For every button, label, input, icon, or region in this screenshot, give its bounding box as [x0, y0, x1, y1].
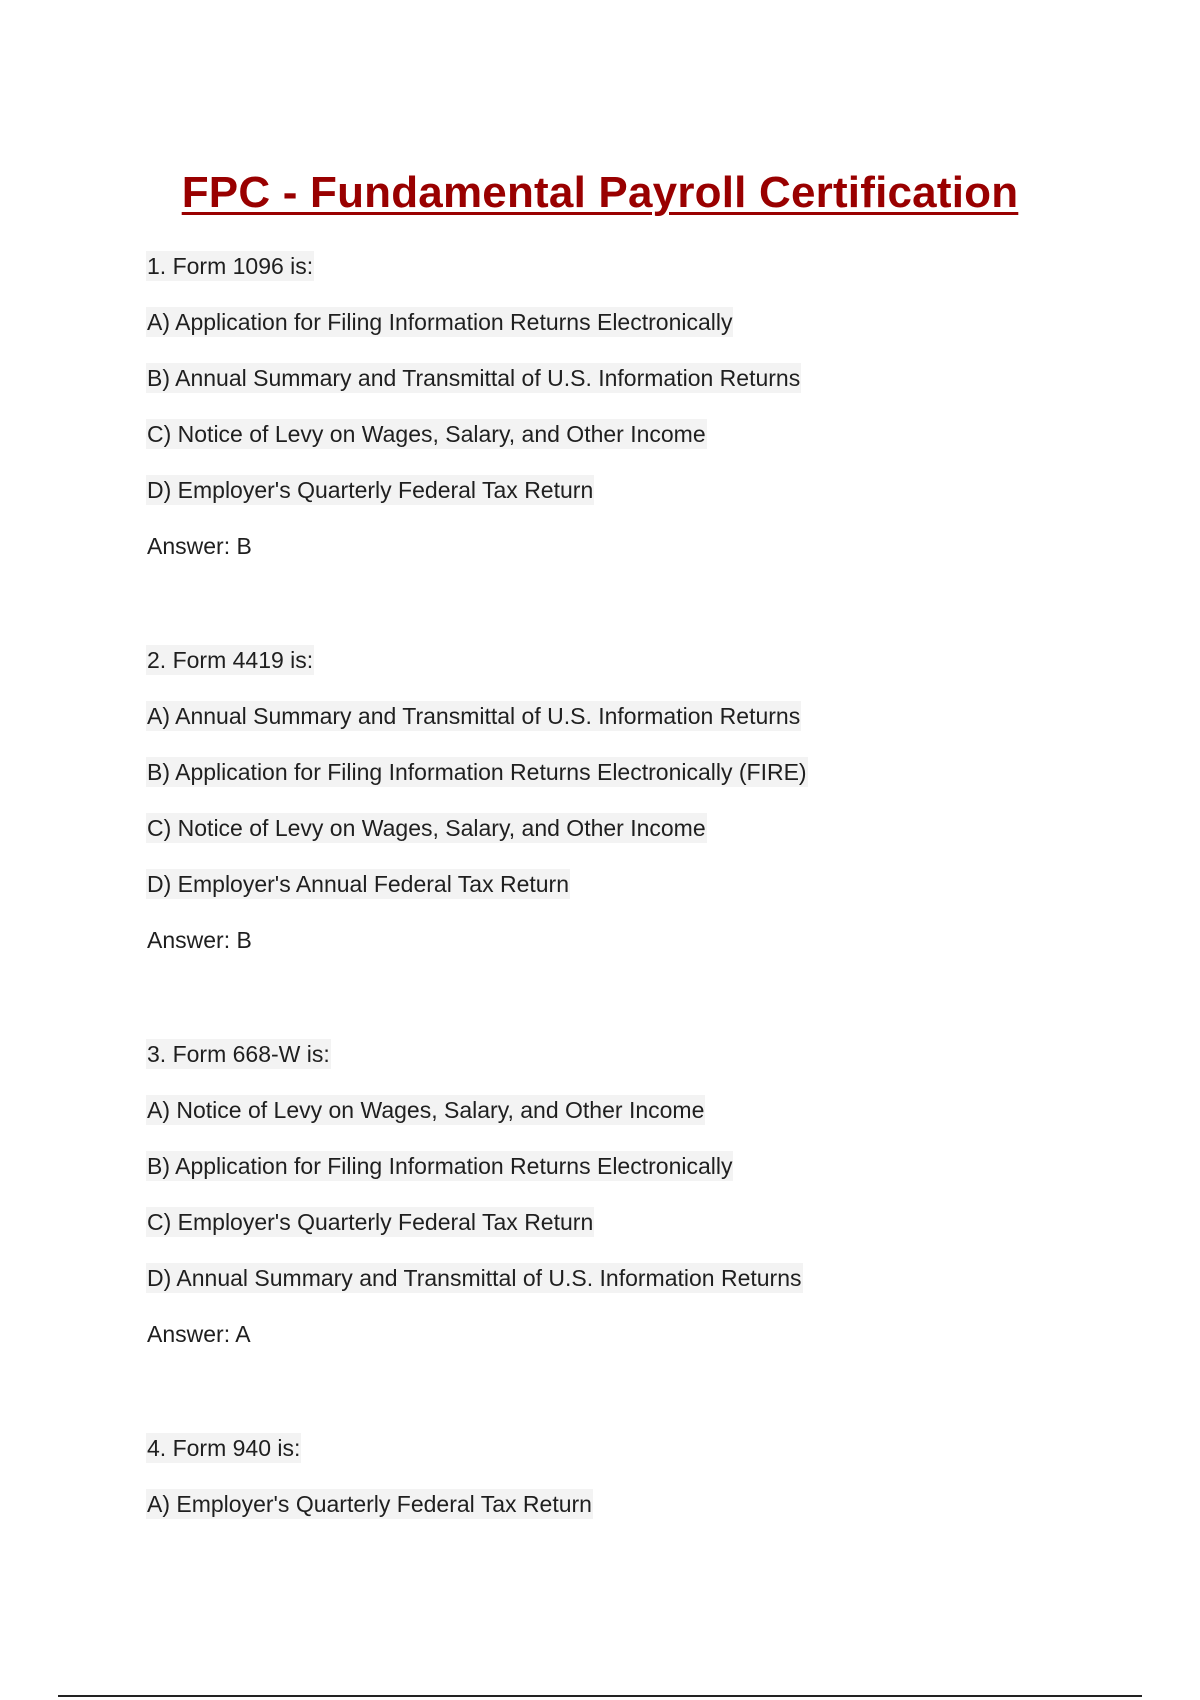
question-block: [146, 1420, 1146, 1532]
answer-option: [146, 350, 1146, 406]
page-title: FPC - Fundamental Payroll Certification: [181, 168, 1019, 217]
question-prompt-text: 3. Form 668-W is:: [147, 1041, 330, 1067]
answer-option: [146, 462, 1146, 518]
question-block: [146, 238, 1146, 574]
question-prompt-text: 4. Form 940 is:: [147, 1435, 301, 1461]
answer-option: [146, 688, 1146, 744]
answer-option: [146, 406, 1146, 462]
answer-option: [146, 1138, 1146, 1194]
question-prompt: [146, 1026, 1146, 1082]
correct-answer-text: Answer: B: [147, 533, 252, 559]
answer-option-text: B) Application for Filing Information Returns Electronically (FIRE): [147, 759, 807, 785]
answer-option-text: C) Notice of Levy on Wages, Salary, and Other Income: [147, 815, 706, 841]
answer-option-text: A) Application for Filing Information Returns Electronically: [147, 309, 733, 335]
question-prompt: [146, 1420, 1146, 1476]
answer-option-text: C) Notice of Levy on Wages, Salary, and Other Income: [147, 421, 706, 447]
answer-option: [146, 1194, 1146, 1250]
correct-answer-text: Answer: A: [147, 1321, 251, 1347]
correct-answer: [146, 1306, 1146, 1362]
answer-option-text: D) Employer's Quarterly Federal Tax Return: [147, 477, 594, 503]
answer-option-text: C) Employer's Quarterly Federal Tax Return: [147, 1209, 594, 1235]
question-prompt: [146, 632, 1146, 688]
answer-option: [146, 744, 1146, 800]
question-block: [146, 1026, 1146, 1362]
correct-answer: [146, 912, 1146, 968]
answer-option: [146, 856, 1146, 912]
answer-option: [146, 1082, 1146, 1138]
answer-option: [146, 800, 1146, 856]
answer-option: [146, 1250, 1146, 1306]
answer-option-text: A) Annual Summary and Transmittal of U.S. Information Returns: [147, 703, 801, 729]
answer-option-text: B) Annual Summary and Transmittal of U.S. Information Returns: [147, 365, 801, 391]
answer-option-text: B) Application for Filing Information Returns Electronically: [147, 1153, 733, 1179]
correct-answer: [146, 518, 1146, 574]
answer-option-text: D) Employer's Annual Federal Tax Return: [147, 871, 569, 897]
question-block: [146, 632, 1146, 968]
answer-option-text: A) Notice of Levy on Wages, Salary, and Other Income: [147, 1097, 705, 1123]
answer-option: [146, 294, 1146, 350]
correct-answer-text: Answer: B: [147, 927, 252, 953]
question-prompt-text: 1. Form 1096 is:: [147, 253, 314, 279]
answer-option: [146, 1476, 1146, 1532]
question-prompt-text: 2. Form 4419 is:: [147, 647, 314, 673]
answer-option-text: D) Annual Summary and Transmittal of U.S. Information Returns: [147, 1265, 802, 1291]
page-bottom-divider: [58, 1695, 1142, 1697]
answer-option-text: A) Employer's Quarterly Federal Tax Return: [147, 1491, 592, 1517]
question-prompt: [146, 238, 1146, 294]
